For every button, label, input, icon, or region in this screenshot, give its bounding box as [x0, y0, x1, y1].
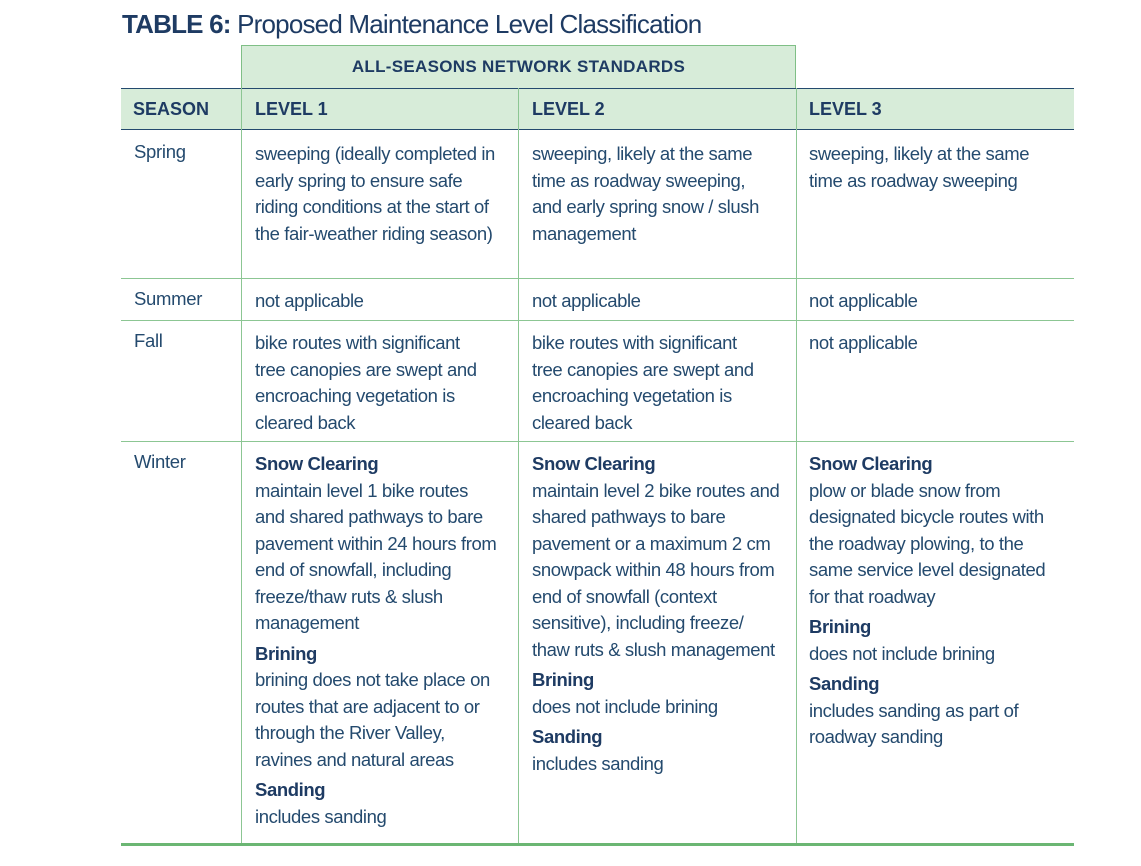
band-label: ALL-SEASONS NETWORK STANDARDS	[351, 57, 686, 76]
fall-level-1: bike routes with significant tree canopies are swept and encroaching vegetation is cleared back	[255, 332, 477, 433]
sanding-heading: Sanding	[809, 673, 880, 694]
winter-level-2	[532, 451, 784, 777]
season-fall: Fall	[134, 330, 163, 351]
table-header-row	[121, 88, 1074, 130]
season-spring: Spring	[134, 141, 186, 162]
spring-level-2: sweeping, likely at the same time as roadway sweeping, and early spring snow / slush management	[532, 143, 759, 244]
header-level-2: LEVEL 2	[532, 98, 605, 119]
sanding-text: includes sanding as part of roadway sanding	[809, 699, 1019, 747]
column-divider	[796, 88, 797, 843]
sanding-heading: Sanding	[532, 726, 603, 747]
table-number: TABLE 6:	[122, 9, 231, 39]
sanding-text: includes sanding	[255, 805, 387, 827]
table-caption: Proposed Maintenance Level Classification	[230, 9, 702, 39]
column-divider	[518, 88, 519, 843]
row-divider	[121, 278, 1074, 279]
brining-heading: Brining	[532, 669, 594, 690]
fall-level-3: not applicable	[809, 332, 918, 353]
column-divider	[241, 88, 242, 843]
brining-heading: Brining	[255, 642, 317, 664]
winter-level-3	[809, 451, 1061, 751]
fall-level-2: bike routes with significant tree canopies are swept and encroaching vegetation is cleared back	[532, 332, 754, 433]
sanding-heading: Sanding	[255, 779, 326, 800]
summer-level-1: not applicable	[255, 290, 364, 311]
snow-clearing-heading: Snow Clearing	[809, 453, 933, 474]
header-level-1: LEVEL 1	[255, 98, 328, 119]
header-level-3: LEVEL 3	[809, 98, 882, 119]
row-divider	[121, 441, 1074, 442]
winter-level-1	[255, 451, 500, 830]
snow-clearing-heading: Snow Clearing	[255, 453, 379, 474]
brining-heading: Brining	[809, 616, 871, 637]
season-summer: Summer	[134, 288, 203, 309]
spring-level-3: sweeping, likely at the same time as roadway sweeping	[809, 143, 1030, 191]
brining-text: does not include brining	[809, 642, 995, 664]
snow-clearing-text: maintain level 1 bike routes and shared pathways to bare pavement within 24 hours from end of snowfall, including freeze/thaw ruts & slush management	[255, 479, 497, 633]
spring-level-1: sweeping (ideally completed in early spring to ensure safe riding conditions at the start of the fair-weather riding season)	[255, 143, 495, 244]
table-title	[122, 9, 701, 40]
snow-clearing-text: plow or blade snow from designated bicycle routes with the roadway plowing, to the same service level designated for that roadway	[809, 479, 1046, 607]
brining-text: does not include brining	[532, 695, 718, 717]
season-winter: Winter	[134, 451, 186, 472]
snow-clearing-text: maintain level 2 bike routes and shared pathways to bare pavement or a maximum 2 cm snowpack within 48 hours from end of snowfall (context sensitive), including freeze/ thaw ruts & slush management	[532, 479, 780, 660]
table-bottom-rule	[121, 843, 1074, 846]
header-season: SEASON	[133, 98, 210, 119]
snow-clearing-heading: Snow Clearing	[532, 453, 656, 474]
summer-level-2: not applicable	[532, 290, 641, 311]
network-standards-band	[241, 45, 796, 88]
summer-level-3: not applicable	[809, 290, 918, 311]
sanding-text: includes sanding	[532, 752, 664, 774]
row-divider	[121, 320, 1074, 321]
brining-text: brining does not take place on routes that are adjacent to or through the River Valley, ravines and natural areas	[255, 669, 490, 770]
